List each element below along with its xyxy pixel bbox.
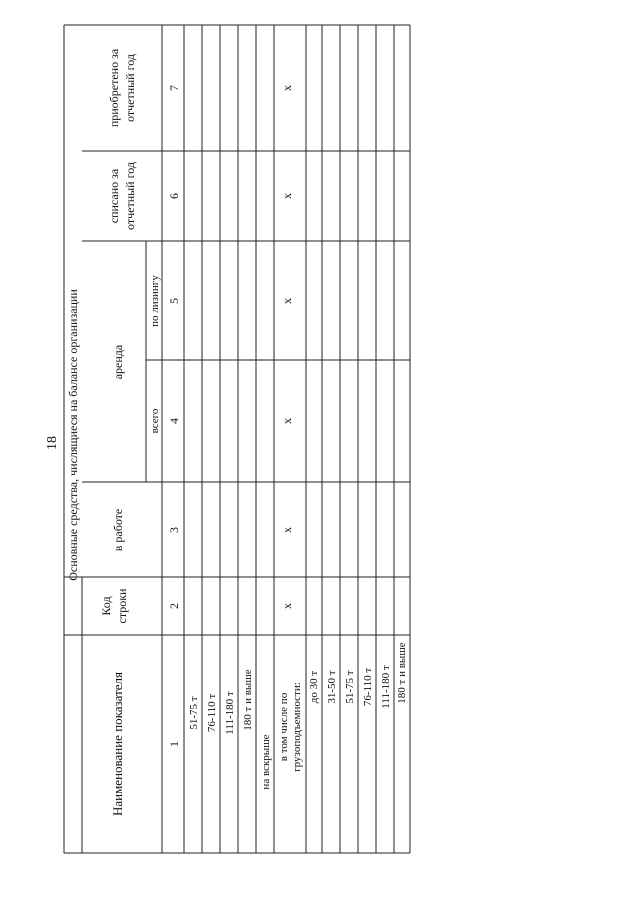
colnum-5: 5 [167,298,181,304]
row-top-4: 180 т и выше [242,669,254,731]
header-written-off-2: отчетный год [123,162,137,230]
header-lease-total: всего [149,408,161,434]
colnum-4: 4 [167,418,181,424]
mark-col-3: х [280,527,294,533]
mark-col-6: х [280,193,294,199]
section-row-3: 51-75 т [344,670,356,704]
colnum-2: 2 [167,603,181,609]
header-lease-leasing: по лизингу [149,275,161,327]
row-top-2: 76-110 т [206,693,218,733]
colnum-7: 7 [167,85,181,91]
section-title: на вскрыше [260,734,272,790]
header-acquired-1: приобретено за [107,48,121,128]
section-row-6: 180 т и выше [396,642,408,704]
header-code-2: строки [115,588,129,624]
mark-col-4: х [280,418,294,424]
header-in-work: в работе [111,508,125,552]
section-subtitle-2: грузоподъемности: [291,682,303,772]
colnum-6: 6 [167,193,181,199]
page-number: 18 [45,436,60,450]
header-lease: аренда [111,344,125,380]
section-row-4: 76-110 т [362,667,374,707]
mark-col-5: х [280,298,294,304]
section-subtitle-1: в том числе по [278,692,290,762]
section-row-2: 31-50 т [326,670,338,704]
header-code-1: Код [99,596,113,616]
header-written-off-1: списано за [107,168,121,224]
row-top-3: 111-180 т [224,691,236,735]
colnum-1: 1 [167,741,181,747]
header-name: Наименование показателя [110,671,125,817]
section-row-1: до 30 т [308,670,320,704]
header-acquired-2: отчетный год [123,54,137,122]
group-header-text: Основные средства, числящиеся на балансе организации [66,289,80,581]
row-top-1: 51-75 т [188,696,200,730]
mark-col-2: х [280,603,294,609]
section-row-5: 111-180 т [380,665,392,709]
mark-col-7: х [280,85,294,91]
colnum-3: 3 [167,527,181,533]
